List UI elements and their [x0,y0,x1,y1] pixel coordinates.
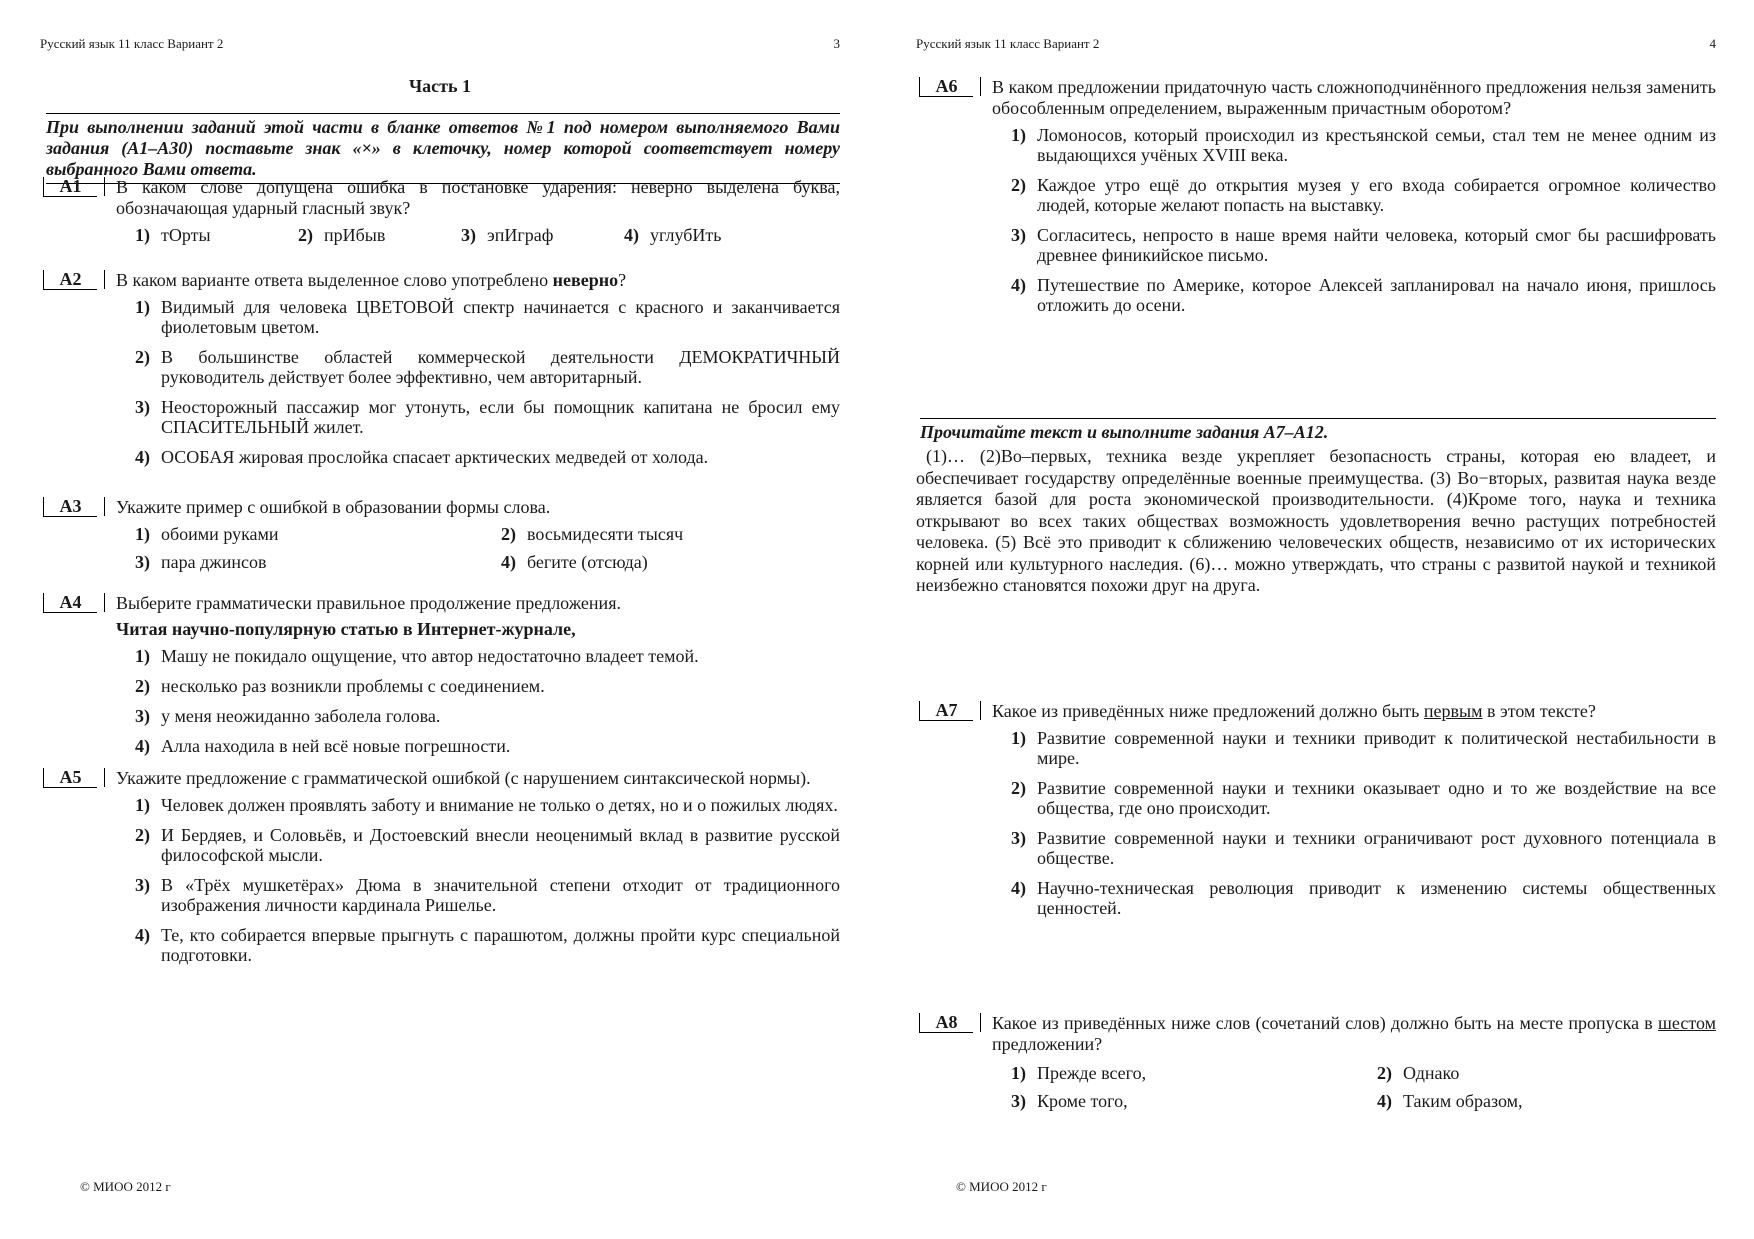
answer-option[interactable] [135,676,840,696]
option-text: Кроме того, [1037,1091,1128,1111]
task-question: Выберите грамматически правильное продолжение предложения. [116,593,621,613]
option-number: 1) [135,795,150,815]
task-a6 [916,77,1716,325]
option-text: Таким образом, [1403,1091,1523,1111]
option-text: Согласитесь, непросто в наше время найти человека, который смог бы расшифровать древнее финикийское письмо. [1037,225,1716,265]
task-a5 [40,768,840,975]
task-number: А2 [43,270,97,290]
question-underlined: первым [1423,701,1483,721]
task-number: А4 [43,593,97,613]
answer-options [135,225,840,246]
option-text: Видимый для человека ЦВЕТОВОЙ спектр начинается с красного и заканчивается фиолетовым цветом. [161,297,840,337]
option-text: В большинстве областей коммерческой деятельности ДЕМОКРАТИЧНЫЙ руководитель действует более эффективно, чем авторитарный. [161,347,840,387]
answer-options [1011,125,1716,315]
answer-options [135,795,840,965]
question-text: в этом тексте? [1482,701,1596,721]
option-text: углубИть [650,225,722,245]
option-number: 1) [135,646,150,666]
footer-copyright: © МИОО 2012 г [80,1179,171,1194]
task-a4 [40,593,840,766]
option-number: 3) [461,225,476,245]
task-a2 [40,270,840,477]
option-number: 4) [1377,1091,1392,1111]
answer-option[interactable] [1011,125,1716,165]
part-instruction: При выполнении заданий этой части в бланке ответов №1 под номером выполняемого Вами задания (А1–А30) поставьте знак «×» в клеточку, номер которой соответствует номеру выбранного Вами ответа. [46,113,840,184]
page-number: 4 [1709,36,1716,51]
option-number: 1) [1011,125,1026,145]
running-head-left [40,36,840,52]
task-question [992,701,1716,722]
answer-option[interactable] [1377,1063,1677,1084]
answer-option[interactable] [1011,1063,1377,1084]
option-number: 2) [135,676,150,696]
question-text: Какое из приведённых ниже слов (сочетаний слов) должно быть на месте пропуска в [992,1013,1659,1033]
task-number: А3 [43,497,97,517]
task-a3 [40,497,840,573]
answer-option[interactable] [1377,1091,1677,1112]
option-text: Однако [1403,1063,1460,1083]
part-title: Часть 1 [408,76,472,96]
footer-copyright: © МИОО 2012 г [956,1179,1047,1194]
answer-options [135,524,840,573]
option-number: 2) [135,825,150,845]
answer-option[interactable] [135,825,840,865]
option-text: Машу не покидало ощущение, что автор недостаточно владеет темой. [161,646,699,666]
answer-option[interactable] [1011,828,1716,868]
reading-heading: Прочитайте текст и выполните задания А7–А12. [920,418,1716,443]
option-text: Те, кто собирается впервые прыгнуть с парашютом, должны пройти курс специальной подготовки. [161,925,840,965]
option-number: 3) [1011,828,1026,848]
answer-option[interactable] [135,736,840,756]
option-text: восьмидесяти тысяч [527,524,684,544]
answer-options [135,646,840,756]
answer-option[interactable] [135,706,840,726]
option-text: Развитие современной науки и техники оказывает одно и то же воздействие на все общества, где оно происходит. [1037,778,1716,818]
option-number: 2) [298,225,313,245]
option-number: 3) [135,552,150,572]
option-text: Путешествие по Америке, которое Алексей запланировал на начало июня, пришлось отложить до осени. [1037,275,1716,315]
task-number: А7 [919,701,973,721]
answer-option[interactable] [135,646,840,666]
option-number: 1) [135,225,150,245]
option-number: 2) [135,347,150,367]
answer-option[interactable] [1011,175,1716,215]
option-number: 1) [135,524,150,544]
option-text: ОСОБАЯ жировая прослойка спасает арктических медведей от холода. [161,447,709,467]
task-question: В каком слове допущена ошибка в постановке ударения: неверно выделена буква, обозначающая ударный гласный звук? [116,177,840,218]
option-number: 1) [1011,1063,1026,1083]
reading-passage: (1)… (2)Во–первых, техника везде укрепляет безопасность страны, которая ею владеет, и обеспечивает государству определённые военные преимущества. (3) Во−вторых, развитая наука везде является базой для роста экономической производительности. (4)Кроме того, наука и техника открывают во всех таких обществах возможность удовлетворения вечно растущих потребностей человека. (5) Всё это приводит к сближению человеческих обществ, независимо от их исторических корней или культурного наследия. (6)… можно утверждать, что страны с развитой наукой и техникой неизбежно становятся похожи друг на друга. [916,446,1716,595]
answer-options [135,297,840,467]
option-text: бегите (отсюда) [527,552,648,572]
option-number: 3) [135,397,150,417]
sentence-start: Читая научно-популярную статью в Интернет-журнале, [116,619,576,639]
header-title: Русский язык 11 класс Вариант 2 [916,36,1100,51]
question-text: предложении? [992,1034,1103,1054]
option-number: 2) [1011,175,1026,195]
option-number: 2) [501,524,516,544]
option-number: 4) [135,925,150,945]
answer-option[interactable] [135,225,298,246]
option-text: обоими руками [161,524,279,544]
answer-option[interactable] [624,225,721,246]
task-a8 [916,1013,1716,1112]
option-text: В «Трёх мушкетёрах» Дюма в значительной степени отходит от традиционного изображения личности кардинала Ришелье. [161,875,840,915]
option-text: Каждое утро ещё до открытия музея у его входа собирается огромное количество людей, которые желают попасть на выставку. [1037,175,1716,215]
answer-option[interactable] [135,524,501,545]
answer-option[interactable] [501,524,801,545]
running-head-right [916,36,1716,52]
answer-option[interactable] [135,552,501,573]
option-number: 4) [135,447,150,467]
answer-options [1011,728,1716,918]
option-number: 2) [1011,778,1026,798]
answer-option[interactable] [1011,778,1716,818]
option-text: Прежде всего, [1037,1063,1147,1083]
task-a1 [40,177,840,246]
page-number: 3 [833,36,840,51]
option-number: 4) [135,736,150,756]
option-number: 3) [1011,225,1026,245]
option-text: Человек должен проявлять заботу и внимание не только о детях, но и о пожилых людях. [161,795,838,815]
question-text: ? [618,270,627,290]
option-text: тОрты [161,225,211,245]
task-number: А1 [43,177,97,197]
option-text: И Бердяев, и Соловьёв, и Достоевский внесли неоценимый вклад в развитие русской философской мысли. [161,825,840,865]
answer-option[interactable] [135,347,840,387]
option-number: 3) [135,706,150,726]
option-number: 3) [1011,1091,1026,1111]
answer-option[interactable] [501,552,801,573]
answer-option[interactable] [1011,225,1716,265]
answer-options [1011,1063,1716,1112]
option-text: Ломоносов, который происходил из крестьянской семьи, стал тем не менее одним из выдающихся учёных XVIII века. [1037,125,1716,165]
answer-option[interactable] [135,925,840,965]
option-text: Научно-техническая революция приводит к изменению системы общественных ценностей. [1037,878,1716,918]
option-text: Алла находила в ней всё новые погрешности. [161,736,511,756]
task-number: А8 [919,1013,973,1033]
question-text: В каком варианте ответа выделенное слово употреблено [116,270,553,290]
option-number: 4) [1011,878,1026,898]
page-left [40,0,840,1239]
option-text: Развитие современной науки и техники ограничивают рост духовного потенциала в обществе. [1037,828,1716,868]
option-text: прИбыв [324,225,386,245]
option-text: Неосторожный пассажир мог утонуть, если бы помощник капитана не бросил ему СПАСИТЕЛЬНЫЙ жилет. [161,397,840,437]
answer-option[interactable] [135,297,840,337]
answer-option[interactable] [135,795,840,815]
option-text: пара джинсов [161,552,267,572]
task-number: А6 [919,77,973,97]
option-number: 3) [135,875,150,895]
answer-option[interactable] [135,397,840,437]
option-number: 1) [1011,728,1026,748]
task-question [992,1013,1716,1055]
option-text: Развитие современной науки и техники приводит к политической нестабильности в мире. [1037,728,1716,768]
option-number: 1) [135,297,150,317]
question-text: Какое из приведённых ниже предложений должно быть [992,701,1424,721]
answer-option[interactable] [135,875,840,915]
answer-option[interactable] [135,447,840,467]
task-question: Укажите пример с ошибкой в образовании формы слова. [116,497,551,517]
answer-option[interactable] [1011,728,1716,768]
task-question: В каком предложении придаточную часть сложноподчинённого предложения нельзя заменить обособленным определением, выраженным причастным оборотом? [992,77,1716,118]
option-text: несколько раз возникли проблемы с соединением. [161,676,545,696]
question-underlined: шестом [1658,1013,1716,1033]
answer-option[interactable] [461,225,624,246]
option-number: 4) [501,552,516,572]
option-number: 4) [1011,275,1026,295]
answer-option[interactable] [298,225,461,246]
option-text: эпИграф [487,225,554,245]
task-a7 [916,701,1716,928]
question-emphasis: неверно [552,270,619,290]
option-text: у меня неожиданно заболела голова. [161,706,441,726]
answer-option[interactable] [1011,275,1716,315]
page-right [916,0,1716,1239]
header-title: Русский язык 11 класс Вариант 2 [40,36,224,51]
answer-option[interactable] [1011,1091,1377,1112]
option-number: 2) [1377,1063,1392,1083]
task-number: А5 [43,768,97,788]
task-question [116,270,840,291]
answer-option[interactable] [1011,878,1716,918]
option-number: 4) [624,225,639,245]
task-question: Укажите предложение с грамматической ошибкой (с нарушением синтаксической нормы). [116,768,811,788]
